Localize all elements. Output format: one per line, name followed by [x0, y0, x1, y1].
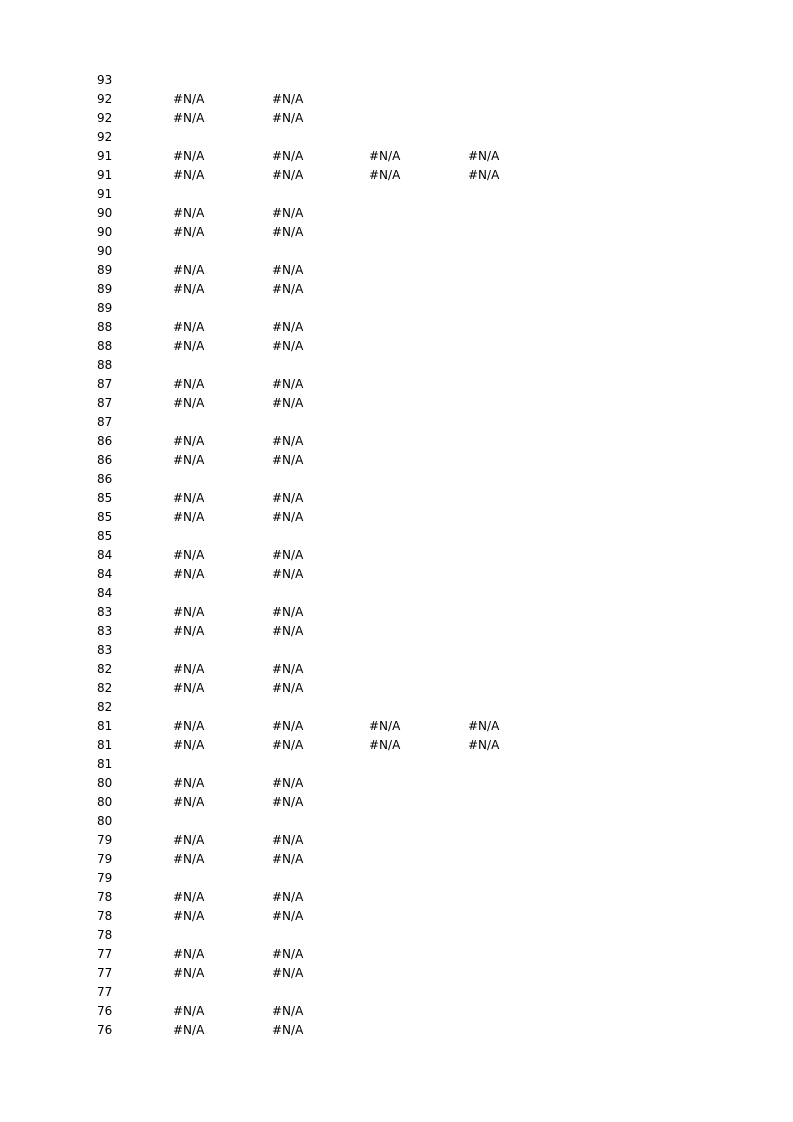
row-key-cell: 84: [97, 567, 113, 581]
value-cell: #N/A: [173, 263, 205, 277]
row-key-cell: 79: [97, 871, 113, 885]
value-cell: #N/A: [173, 548, 205, 562]
row-key-cell: 89: [97, 263, 113, 277]
row-key-cell: 76: [97, 1004, 113, 1018]
row-key-cell: 77: [97, 947, 113, 961]
value-cell: #N/A: [173, 396, 205, 410]
value-cell: #N/A: [272, 491, 304, 505]
value-cell: #N/A: [468, 168, 500, 182]
value-cell: #N/A: [173, 453, 205, 467]
row-key-cell: 88: [97, 358, 113, 372]
value-cell: #N/A: [173, 966, 205, 980]
row-key-cell: 85: [97, 491, 113, 505]
value-cell: #N/A: [173, 852, 205, 866]
value-cell: #N/A: [173, 111, 205, 125]
row-key-cell: 82: [97, 662, 113, 676]
value-cell: #N/A: [272, 111, 304, 125]
row-key-cell: 88: [97, 339, 113, 353]
value-cell: #N/A: [272, 263, 304, 277]
value-cell: #N/A: [173, 947, 205, 961]
value-cell: #N/A: [272, 377, 304, 391]
value-cell: #N/A: [369, 719, 401, 733]
value-cell: #N/A: [173, 339, 205, 353]
value-cell: #N/A: [272, 548, 304, 562]
row-key-cell: 86: [97, 434, 113, 448]
row-key-cell: 83: [97, 605, 113, 619]
value-cell: #N/A: [272, 282, 304, 296]
row-key-cell: 92: [97, 130, 113, 144]
row-key-cell: 79: [97, 833, 113, 847]
row-key-cell: 76: [97, 1023, 113, 1037]
value-cell: #N/A: [173, 795, 205, 809]
row-key-cell: 82: [97, 700, 113, 714]
value-cell: #N/A: [272, 396, 304, 410]
row-key-cell: 89: [97, 282, 113, 296]
value-cell: #N/A: [272, 453, 304, 467]
value-cell: #N/A: [173, 833, 205, 847]
row-key-cell: 81: [97, 738, 113, 752]
value-cell: #N/A: [468, 719, 500, 733]
row-key-cell: 78: [97, 909, 113, 923]
row-key-cell: 87: [97, 377, 113, 391]
row-key-cell: 85: [97, 529, 113, 543]
row-key-cell: 83: [97, 643, 113, 657]
value-cell: #N/A: [272, 681, 304, 695]
value-cell: #N/A: [272, 168, 304, 182]
value-cell: #N/A: [272, 206, 304, 220]
value-cell: #N/A: [173, 624, 205, 638]
value-cell: #N/A: [272, 852, 304, 866]
value-cell: #N/A: [369, 149, 401, 163]
row-key-cell: 81: [97, 757, 113, 771]
value-cell: #N/A: [173, 149, 205, 163]
row-key-cell: 87: [97, 396, 113, 410]
row-key-cell: 87: [97, 415, 113, 429]
value-cell: #N/A: [272, 947, 304, 961]
row-key-cell: 82: [97, 681, 113, 695]
value-cell: #N/A: [272, 776, 304, 790]
row-key-cell: 80: [97, 795, 113, 809]
value-cell: #N/A: [173, 681, 205, 695]
value-cell: #N/A: [272, 795, 304, 809]
row-key-cell: 90: [97, 206, 113, 220]
row-key-cell: 77: [97, 966, 113, 980]
value-cell: #N/A: [173, 1023, 205, 1037]
row-key-cell: 81: [97, 719, 113, 733]
row-key-cell: 86: [97, 472, 113, 486]
value-cell: #N/A: [173, 776, 205, 790]
row-key-cell: 85: [97, 510, 113, 524]
value-cell: #N/A: [173, 719, 205, 733]
value-cell: #N/A: [272, 605, 304, 619]
row-key-cell: 92: [97, 92, 113, 106]
value-cell: #N/A: [369, 738, 401, 752]
value-cell: #N/A: [468, 149, 500, 163]
value-cell: #N/A: [272, 624, 304, 638]
value-cell: #N/A: [272, 149, 304, 163]
value-cell: #N/A: [272, 1004, 304, 1018]
value-cell: #N/A: [369, 168, 401, 182]
value-cell: #N/A: [173, 510, 205, 524]
value-cell: #N/A: [173, 282, 205, 296]
value-cell: #N/A: [272, 1023, 304, 1037]
value-cell: #N/A: [173, 225, 205, 239]
value-cell: #N/A: [272, 510, 304, 524]
value-cell: #N/A: [173, 890, 205, 904]
row-key-cell: 78: [97, 890, 113, 904]
value-cell: #N/A: [468, 738, 500, 752]
row-key-cell: 91: [97, 187, 113, 201]
value-cell: #N/A: [173, 605, 205, 619]
value-cell: #N/A: [272, 833, 304, 847]
value-cell: #N/A: [272, 890, 304, 904]
value-cell: #N/A: [173, 662, 205, 676]
row-key-cell: 78: [97, 928, 113, 942]
value-cell: #N/A: [272, 92, 304, 106]
value-cell: #N/A: [272, 966, 304, 980]
row-key-cell: 86: [97, 453, 113, 467]
row-key-cell: 91: [97, 168, 113, 182]
value-cell: #N/A: [173, 491, 205, 505]
row-key-cell: 80: [97, 814, 113, 828]
row-key-cell: 77: [97, 985, 113, 999]
row-key-cell: 84: [97, 586, 113, 600]
value-cell: #N/A: [272, 909, 304, 923]
value-cell: #N/A: [272, 339, 304, 353]
row-key-cell: 80: [97, 776, 113, 790]
value-cell: #N/A: [173, 1004, 205, 1018]
value-cell: #N/A: [272, 225, 304, 239]
value-cell: #N/A: [173, 738, 205, 752]
value-cell: #N/A: [272, 320, 304, 334]
row-key-cell: 79: [97, 852, 113, 866]
row-key-cell: 93: [97, 73, 113, 87]
row-key-cell: 91: [97, 149, 113, 163]
value-cell: #N/A: [173, 206, 205, 220]
row-key-cell: 84: [97, 548, 113, 562]
value-cell: #N/A: [173, 909, 205, 923]
value-cell: #N/A: [272, 662, 304, 676]
value-cell: #N/A: [272, 567, 304, 581]
row-key-cell: 90: [97, 244, 113, 258]
value-cell: #N/A: [173, 92, 205, 106]
row-key-cell: 83: [97, 624, 113, 638]
value-cell: #N/A: [173, 168, 205, 182]
row-key-cell: 89: [97, 301, 113, 315]
row-key-cell: 92: [97, 111, 113, 125]
value-cell: #N/A: [173, 567, 205, 581]
value-cell: #N/A: [173, 434, 205, 448]
value-cell: #N/A: [173, 377, 205, 391]
value-cell: #N/A: [272, 719, 304, 733]
value-cell: #N/A: [272, 434, 304, 448]
row-key-cell: 88: [97, 320, 113, 334]
value-cell: #N/A: [272, 738, 304, 752]
value-cell: #N/A: [173, 320, 205, 334]
row-key-cell: 90: [97, 225, 113, 239]
